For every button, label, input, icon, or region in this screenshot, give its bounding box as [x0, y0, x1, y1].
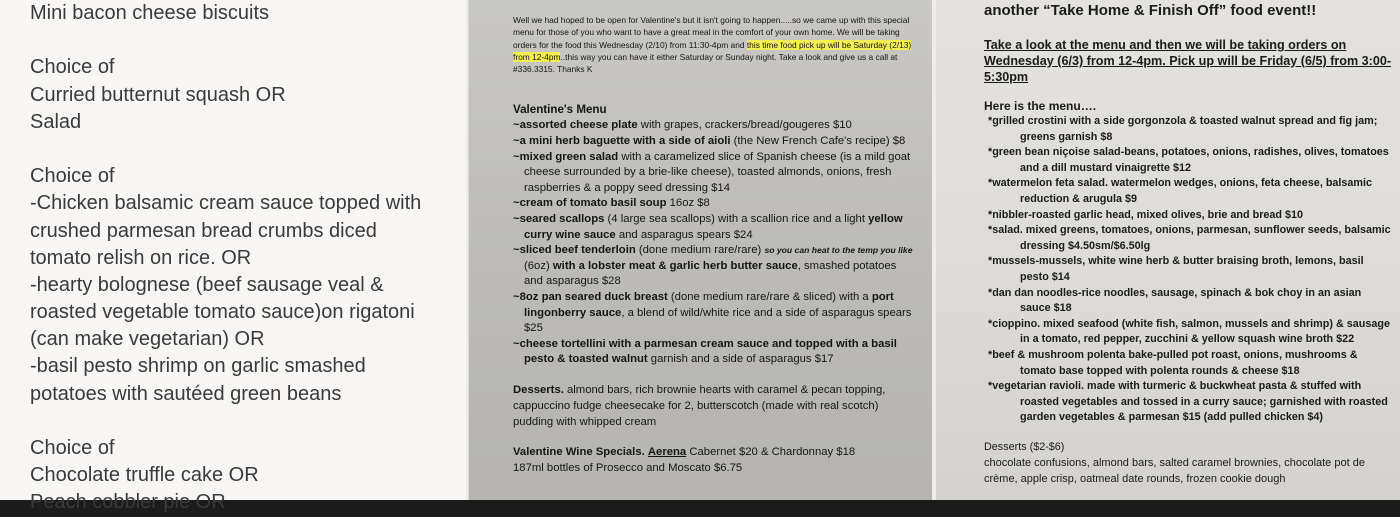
menu-item	[513, 337, 918, 368]
item-text: garnish and a side of asparagus $17	[647, 353, 834, 366]
note-line: -basil pesto shrimp on garlic smashed	[30, 355, 366, 378]
order-info: Take a look at the menu and then we will be taking orders on Wednesday (6/3) from 12-4pm. Pick up will be Friday (6/5) from 3:00-5:30pm	[984, 38, 1392, 84]
note-line: roasted vegetable tomato sauce)on rigatoni	[30, 301, 415, 324]
menu-item	[984, 254, 1394, 285]
note-line: Salad	[30, 110, 82, 133]
item-text: ~seared scallops	[513, 213, 605, 226]
menu-item	[513, 196, 918, 212]
item-text: *vegetarian ravioli. made with turmeric & buckwheat pasta & stuffed with roasted vegetables and tossed in a curry sauce; garnished with roasted garden vegetables & parmesan $15 (add pulled chicken $4)	[988, 380, 1388, 424]
item-text: and asparagus spears $24	[615, 228, 753, 241]
item-text: (4 large sea scallops) with a scallion rice and a light	[604, 213, 869, 226]
item-text: ~cheese tortellini with a parmesan cream sauce and topped with a basil pesto & toasted walnut	[513, 337, 897, 366]
note-line: Peach cobbler pie OR	[30, 491, 226, 514]
menu-item	[984, 208, 1394, 224]
menu-item	[984, 317, 1394, 348]
item-text: so you can heat to the temp you like	[764, 245, 913, 256]
menu-item	[984, 114, 1394, 145]
item-text: ~a mini herb baguette with a side of aioli	[513, 135, 731, 148]
note-line: -hearty bolognese (beef sausage veal &	[30, 273, 384, 296]
note-line: Chocolate truffle cake OR	[30, 464, 259, 487]
takehome-menu-sheet	[936, 0, 1400, 515]
menu-item	[513, 118, 918, 134]
item-text: , a blend of wild/white rice and a side of asparagus spears $25	[524, 306, 912, 335]
item-text: with a caramelized slice of Spanish cheese (is a mild goat cheese surrounded by a brie-like cheese), toasted almonds, onions, fresh raspberries & a poppy seed dressing $14	[524, 150, 911, 194]
menu-item	[513, 290, 918, 337]
item-text: *mussels-mussels, white wine herb & butter braising broth, lemons, basil pesto $14	[988, 255, 1364, 283]
item-text: (the New French Cafe's recipe) $8	[730, 135, 906, 148]
item-text: *nibbler-roasted garlic head, mixed olives, brie and bread $10	[988, 208, 1304, 221]
menu-item	[984, 223, 1394, 254]
intro-tail: ..this way you can have it either Saturday or Sunday night. Take a look and give us a call at #336.3315. Thanks K	[513, 51, 898, 75]
desserts-heading: Desserts ($2-$6)	[984, 440, 1065, 453]
desserts-text: almond bars, rich brownie hearts with caramel & pecan topping, cappuccino fudge cheesecake for 2, butterscotch (made with real scotch) pudding with whipped cream	[513, 383, 886, 428]
item-text: (done medium rare/rare)	[635, 244, 765, 257]
item-text: 16oz $8	[666, 197, 710, 210]
menu-intro: Here is the menu….	[984, 99, 1097, 113]
item-text: ~8oz pan seared duck breast	[513, 291, 668, 304]
desserts-paragraph	[513, 382, 918, 430]
item-text: port lingonberry sauce	[524, 291, 894, 319]
item-text: with a lobster meat & garlic herb butter sauce	[552, 259, 798, 272]
item-text: ~sliced beef tenderloin	[513, 244, 636, 257]
wine-special: Wine Special-a two pack of Lapis Luna Red Blend & Chardonnay for $26	[984, 502, 1362, 515]
item-text: (6oz)	[524, 259, 553, 272]
note-line: Choice of	[30, 165, 115, 188]
note-line	[30, 27, 460, 54]
note-line	[30, 136, 460, 163]
item-text: *beef & mushroom polenta bake-pulled pot roast, onions, mushrooms & tomato base topped with polenta rounds & cheese $18	[988, 348, 1358, 377]
menu-item	[984, 176, 1394, 207]
item-text: *green bean niçoise salad-beans, potatoes, onions, radishes, olives, tomatoes and a dill mustard vinaigrette $12	[988, 146, 1389, 174]
note-line	[30, 408, 460, 435]
item-text: *salad. mixed greens, tomatoes, onions, parmesan, sunflower seeds, balsamic dressing $4.50sm/$6.50lg	[988, 224, 1391, 252]
desserts-text: chocolate confusions, almond bars, salted caramel brownies, chocolate pot de crème, apple crisp, oatmeal date rounds, frozen cookie dough	[984, 456, 1365, 485]
desserts-label: Desserts.	[513, 383, 564, 396]
note-line: -Chicken balsamic cream sauce topped with	[30, 192, 422, 215]
valentine-menu-sheet	[468, 0, 933, 500]
note-line: crushed parmesan bread crumbs diced	[30, 219, 377, 242]
item-text: with grapes, crackers/bread/gougeres $10	[637, 119, 852, 132]
wine-specials	[513, 444, 918, 476]
notes-text	[30, 0, 460, 517]
menu-item	[984, 348, 1394, 379]
menu-items	[513, 118, 918, 368]
item-text: ~assorted cheese plate	[513, 119, 638, 132]
wine-label: Valentine Wine Specials.	[513, 445, 645, 458]
intro-text: Well we had hoped to be open for Valentine's but it isn't going to happen.....so we came up with this special menu for those of you who want to have a great meal in the comfort of your own home. We will be taking orders for the food this Wednesday (2/10) from 11:30-4pm and	[513, 15, 910, 50]
item-text: *watermelon feta salad. watermelon wedges, onions, feta cheese, balsamic reduction & arugula $9	[988, 177, 1373, 205]
item-text: , smashed potatoes and asparagus $28	[524, 259, 897, 288]
note-line: Choice of	[30, 56, 115, 79]
intro-highlight: this time food pick up will be Saturday (2/13) from 12-4pm	[513, 39, 912, 62]
wine-text: Cabernet $20 & Chardonnay $18	[686, 445, 856, 458]
menu-title: Valentine's Menu	[513, 103, 607, 117]
note-line: potatoes with sautéed green beans	[30, 382, 342, 405]
note-line: Curried butternut squash OR	[30, 83, 286, 106]
item-text: ~cream of tomato basil soup	[513, 197, 667, 210]
item-text: yellow curry wine sauce	[524, 213, 903, 241]
note-line: (can make vegetarian) OR	[30, 328, 265, 351]
wine-line2: 187ml bottles of Prosecco and Moscato $6.75	[513, 461, 743, 474]
note-line: Mini bacon cheese biscuits	[30, 2, 270, 24]
wine-brand: Aerena	[647, 445, 687, 458]
notes-panel	[0, 0, 466, 514]
item-text: *cioppino. mixed seafood (white fish, salmon, mussels and shrimp) & sausage in a tomato, red pepper, zucchini & yellow squash wine broth $22	[988, 317, 1390, 346]
menu-items	[984, 114, 1394, 426]
item-text: *dan dan noodles-rice noodles, sausage, spinach & bok choy in an asian sauce $18	[988, 286, 1362, 315]
note-line: tomato relish on rice. OR	[30, 246, 252, 269]
menu-item	[513, 150, 918, 197]
item-text: ~mixed green salad	[513, 150, 619, 163]
menu-item	[984, 286, 1394, 317]
menu-item	[513, 134, 918, 150]
menu-item	[984, 379, 1394, 426]
note-line: Choice of	[30, 437, 115, 459]
menu-item	[513, 243, 918, 290]
item-text: *grilled crostini with a side gorgonzola & toasted walnut spread and fig jam; greens garnish $8	[988, 115, 1378, 143]
intro-paragraph	[513, 14, 918, 75]
menu-item	[513, 212, 918, 243]
event-header: another “Take Home & Finish Off” food event!!	[984, 2, 1317, 19]
menu-item	[984, 145, 1394, 176]
item-text: (done medium rare/rare & sliced) with a	[667, 291, 872, 304]
